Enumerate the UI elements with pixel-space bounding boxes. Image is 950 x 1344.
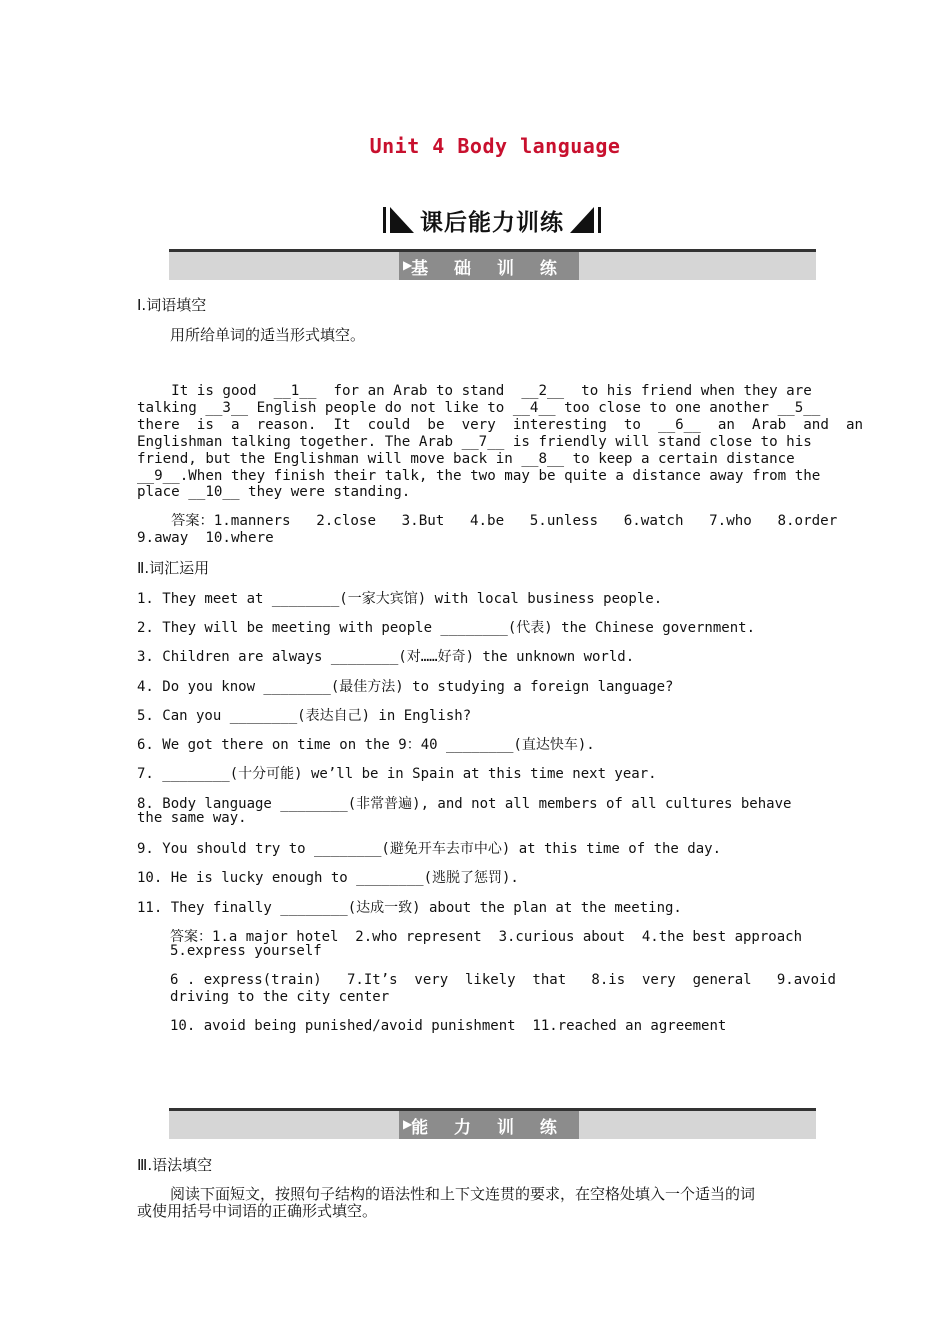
- passage-line: It is good __1__ for an Arab to stand __2__ to his friend when they are: [137, 383, 812, 399]
- section-header-ability: [169, 1108, 816, 1139]
- answer-line: 6 . express(train) 7.It’s very likely that 8.is very general 9.avoid: [170, 972, 836, 988]
- list-item: 2. They will be meeting with people ________(代表) the Chinese government.: [137, 620, 756, 636]
- part3-instruction-cont: 或使用括号中词语的正确形式填空。: [137, 1202, 378, 1220]
- passage-line: there is a reason. It could be very interesting to __6__ an Arab and an: [137, 417, 864, 433]
- answer-line: 10. avoid being punished/avoid punishment 11.reached an agreement: [170, 1018, 727, 1034]
- section-label-ability: 能 力 训 练: [411, 1117, 567, 1138]
- answer-line: 5.express yourself: [170, 943, 322, 959]
- exercise-banner: [370, 202, 614, 238]
- list-item-cont: the same way.: [137, 810, 247, 826]
- list-item: 8. Body language ________(非常普遍), and not all members of all cultures behave: [137, 796, 792, 812]
- banner-bar-right: [598, 207, 601, 233]
- section-tab-ability: [399, 1111, 579, 1139]
- part1-heading: Ⅰ.词语填空: [137, 296, 207, 314]
- passage-line: friend, but the Englishman will move back in __8__ to keep a certain distance: [137, 451, 795, 467]
- list-item: 3. Children are always ________(对……好奇) the unknown world.: [137, 649, 635, 665]
- list-item: 7. ________(十分可能) we’ll be in Spain at this time next year.: [137, 766, 657, 782]
- banner-bar-left: [383, 207, 386, 233]
- list-item: 4. Do you know ________(最佳方法) to studying a foreign language?: [137, 679, 674, 695]
- part1-answer-cont: 9.away 10.where: [137, 530, 274, 546]
- answer-line: 答案：1.a major hotel 2.who represent 3.curious about 4.the best approach: [170, 929, 803, 945]
- section-label-basic: 基 础 训 练: [411, 258, 567, 279]
- answer-line: driving to the city center: [170, 989, 390, 1005]
- banner-triangle-right-icon: [570, 207, 594, 233]
- part3-heading: Ⅲ.语法填空: [137, 1156, 213, 1174]
- section-tab-basic: [399, 252, 579, 280]
- part1-instruction: 用所给单词的适当形式填空。: [170, 326, 366, 344]
- passage-line: talking __3__ English people do not like to __4__ too close to one another __5__: [137, 400, 821, 416]
- passage-line: Englishman talking together. The Arab __7__ is friendly will stand close to his: [137, 434, 812, 450]
- list-item: 5. Can you ________(表达自己) in English?: [137, 708, 472, 724]
- section-header-basic: [169, 249, 816, 280]
- passage-line: place __10__ they were standing.: [137, 484, 411, 500]
- list-item: 1. They meet at ________(一家大宾馆) with local business people.: [137, 591, 663, 607]
- list-item: 9. You should try to ________(避免开车去市中心) at this time of the day.: [137, 841, 722, 857]
- part1-answer: 答案：1.manners 2.close 3.But 4.be 5.unless 6.watch 7.who 8.order: [137, 513, 838, 529]
- page-title: Unit 4 Body language: [369, 134, 621, 158]
- part3-instruction: 阅读下面短文，按照句子结构的语法性和上下文连贯的要求，在空格处填入一个适当的词: [170, 1185, 756, 1203]
- banner-triangle-left-icon: [390, 207, 414, 233]
- part2-heading: Ⅱ.词汇运用: [137, 559, 210, 577]
- list-item: 11. They finally ________(达成一致) about the plan at the meeting.: [137, 900, 682, 916]
- passage-line: __9__.When they finish their talk, the two may be quite a distance away from the: [137, 468, 821, 484]
- list-item: 6. We got there on time on the 9：40 ________(直达快车).: [137, 737, 595, 753]
- play-arrow-icon: ▶: [403, 1117, 413, 1131]
- banner-label: 课后能力训练: [420, 209, 564, 236]
- list-item: 10. He is lucky enough to ________(逃脱了惩罚).: [137, 870, 519, 886]
- play-arrow-icon: ▶: [403, 258, 413, 272]
